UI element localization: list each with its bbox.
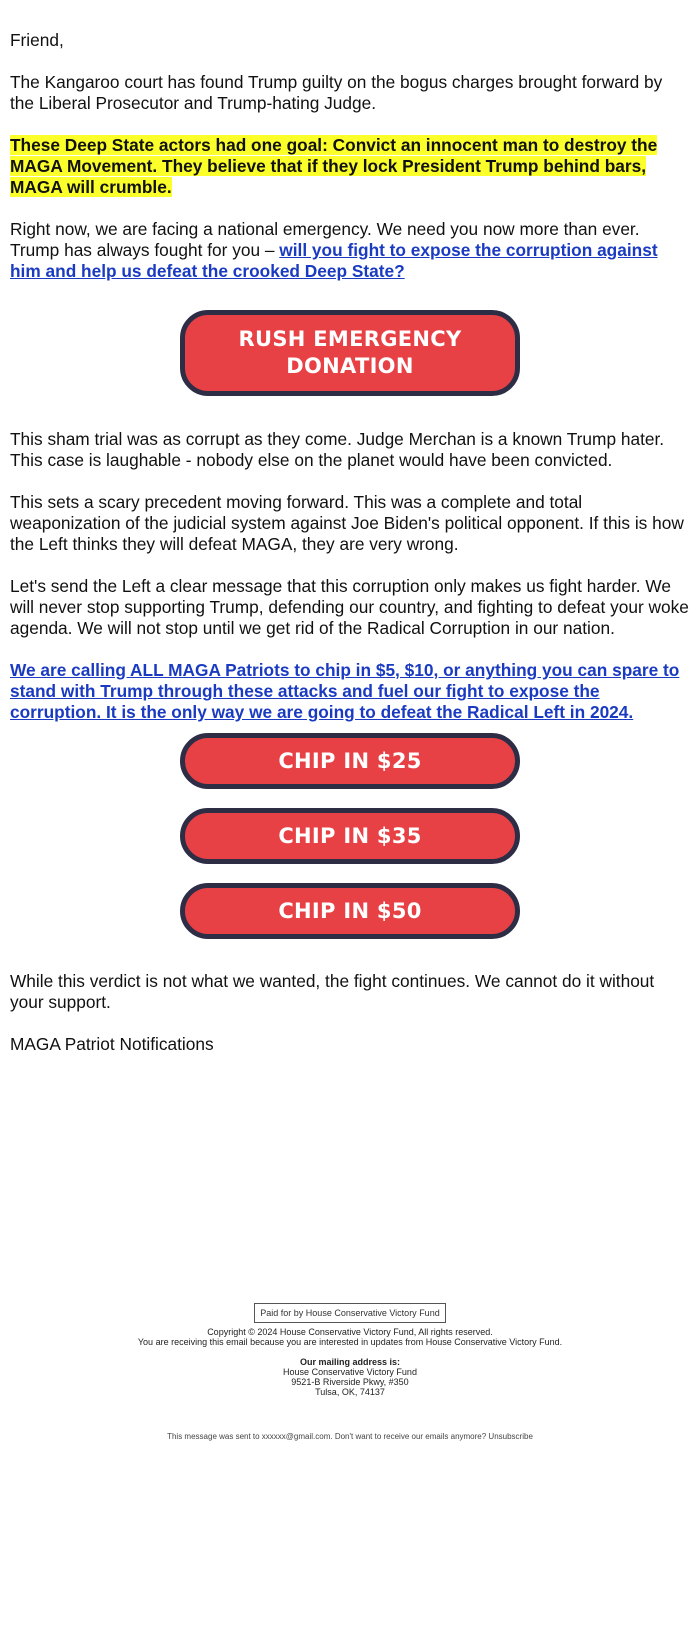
email-footer: [0, 1303, 700, 1442]
rush-button-line1: RUSH EMERGENCY: [238, 327, 462, 351]
paragraph-verdict-continues: While this verdict is not what we wanted, the fight continues. We cannot do it without your support.: [10, 971, 655, 1012]
chip-in-link[interactable]: We are calling ALL MAGA Patriots to chip in $5, $10, or anything you can spare to stand with Trump through these attacks and fuel our fight to expose the corruption. It is the only way we are going to defeat the Radical Left in 2024.: [10, 660, 680, 722]
fight-corruption-link[interactable]: will you fight to expose the corruption against him and help us defeat the crooked Deep State?: [10, 240, 658, 281]
chip-50-wrap: [10, 883, 690, 939]
paid-for-box: Paid for by House Conservative Victory Fund: [254, 1303, 445, 1323]
address-line-1: House Conservative Victory Fund: [283, 1367, 417, 1377]
chip-25-wrap: [10, 733, 690, 789]
paragraph-emergency: [10, 219, 690, 282]
paragraph-precedent: This sets a scary precedent moving forward. This was a complete and total weaponization of the judicial system against Joe Biden's political opponent. If this is how the Left thinks they will defeat MAGA, they are very wrong.: [10, 492, 684, 554]
address-line-2: 9521-B Riverside Pkwy, #350: [291, 1377, 409, 1387]
chip-35-wrap: [10, 808, 690, 864]
copyright-text: Copyright © 2024 House Conservative Victory Fund, All rights reserved.: [207, 1327, 493, 1337]
paragraph-clear-message: Let's send the Left a clear message that this corruption only makes us fight harder. We will never stop supporting Trump, defending our country, and fighting to defeat your woke agenda. We will not stop until we get rid of the Radical Corruption in our nation.: [10, 576, 689, 638]
paragraph-verdict: The Kangaroo court has found Trump guilty on the bogus charges brought forward by the Liberal Prosecutor and Trump-hating Judge.: [10, 72, 663, 113]
greeting: Friend,: [10, 30, 64, 50]
rush-button-wrap: [10, 310, 690, 396]
paragraph-deep-state: [10, 135, 690, 198]
address-line-3: Tulsa, OK, 74137: [315, 1387, 385, 1397]
highlighted-text: These Deep State actors had one goal: Convict an innocent man to destroy the MAGA Movement. They believe that if they lock President Trump behind bars, MAGA will crumble.: [10, 135, 658, 197]
rush-button-line2: DONATION: [286, 354, 414, 378]
receiving-reason-text: You are receiving this email because you are interested in updates from House Conservative Victory Fund.: [137, 1337, 563, 1347]
emergency-text: Right now, we are facing a national emergency. We need you now more than ever. Trump has always fought for you –: [10, 219, 640, 260]
rush-emergency-donation-button[interactable]: [180, 310, 520, 396]
sent-to-line: [0, 1432, 700, 1442]
email-body: [10, 0, 690, 1076]
paragraph-call-to-patriots: [10, 660, 690, 723]
paragraph-sham-trial: This sham trial was as corrupt as they come. Judge Merchan is a known Trump hater. This case is laughable - nobody else on the planet would have been convicted.: [10, 429, 665, 470]
signature: MAGA Patriot Notifications: [10, 1034, 214, 1054]
unsubscribe-link[interactable]: Unsubscribe: [488, 1432, 533, 1441]
chip-in-50-button[interactable]: CHIP IN $50: [180, 883, 520, 939]
chip-in-25-button[interactable]: CHIP IN $25: [180, 733, 520, 789]
mailing-address-heading: Our mailing address is:: [299, 1357, 401, 1367]
sent-to-text: This message was sent to xxxxxx@gmail.com. Don't want to receive our emails anymore?: [167, 1432, 489, 1441]
chip-in-35-button[interactable]: CHIP IN $35: [180, 808, 520, 864]
